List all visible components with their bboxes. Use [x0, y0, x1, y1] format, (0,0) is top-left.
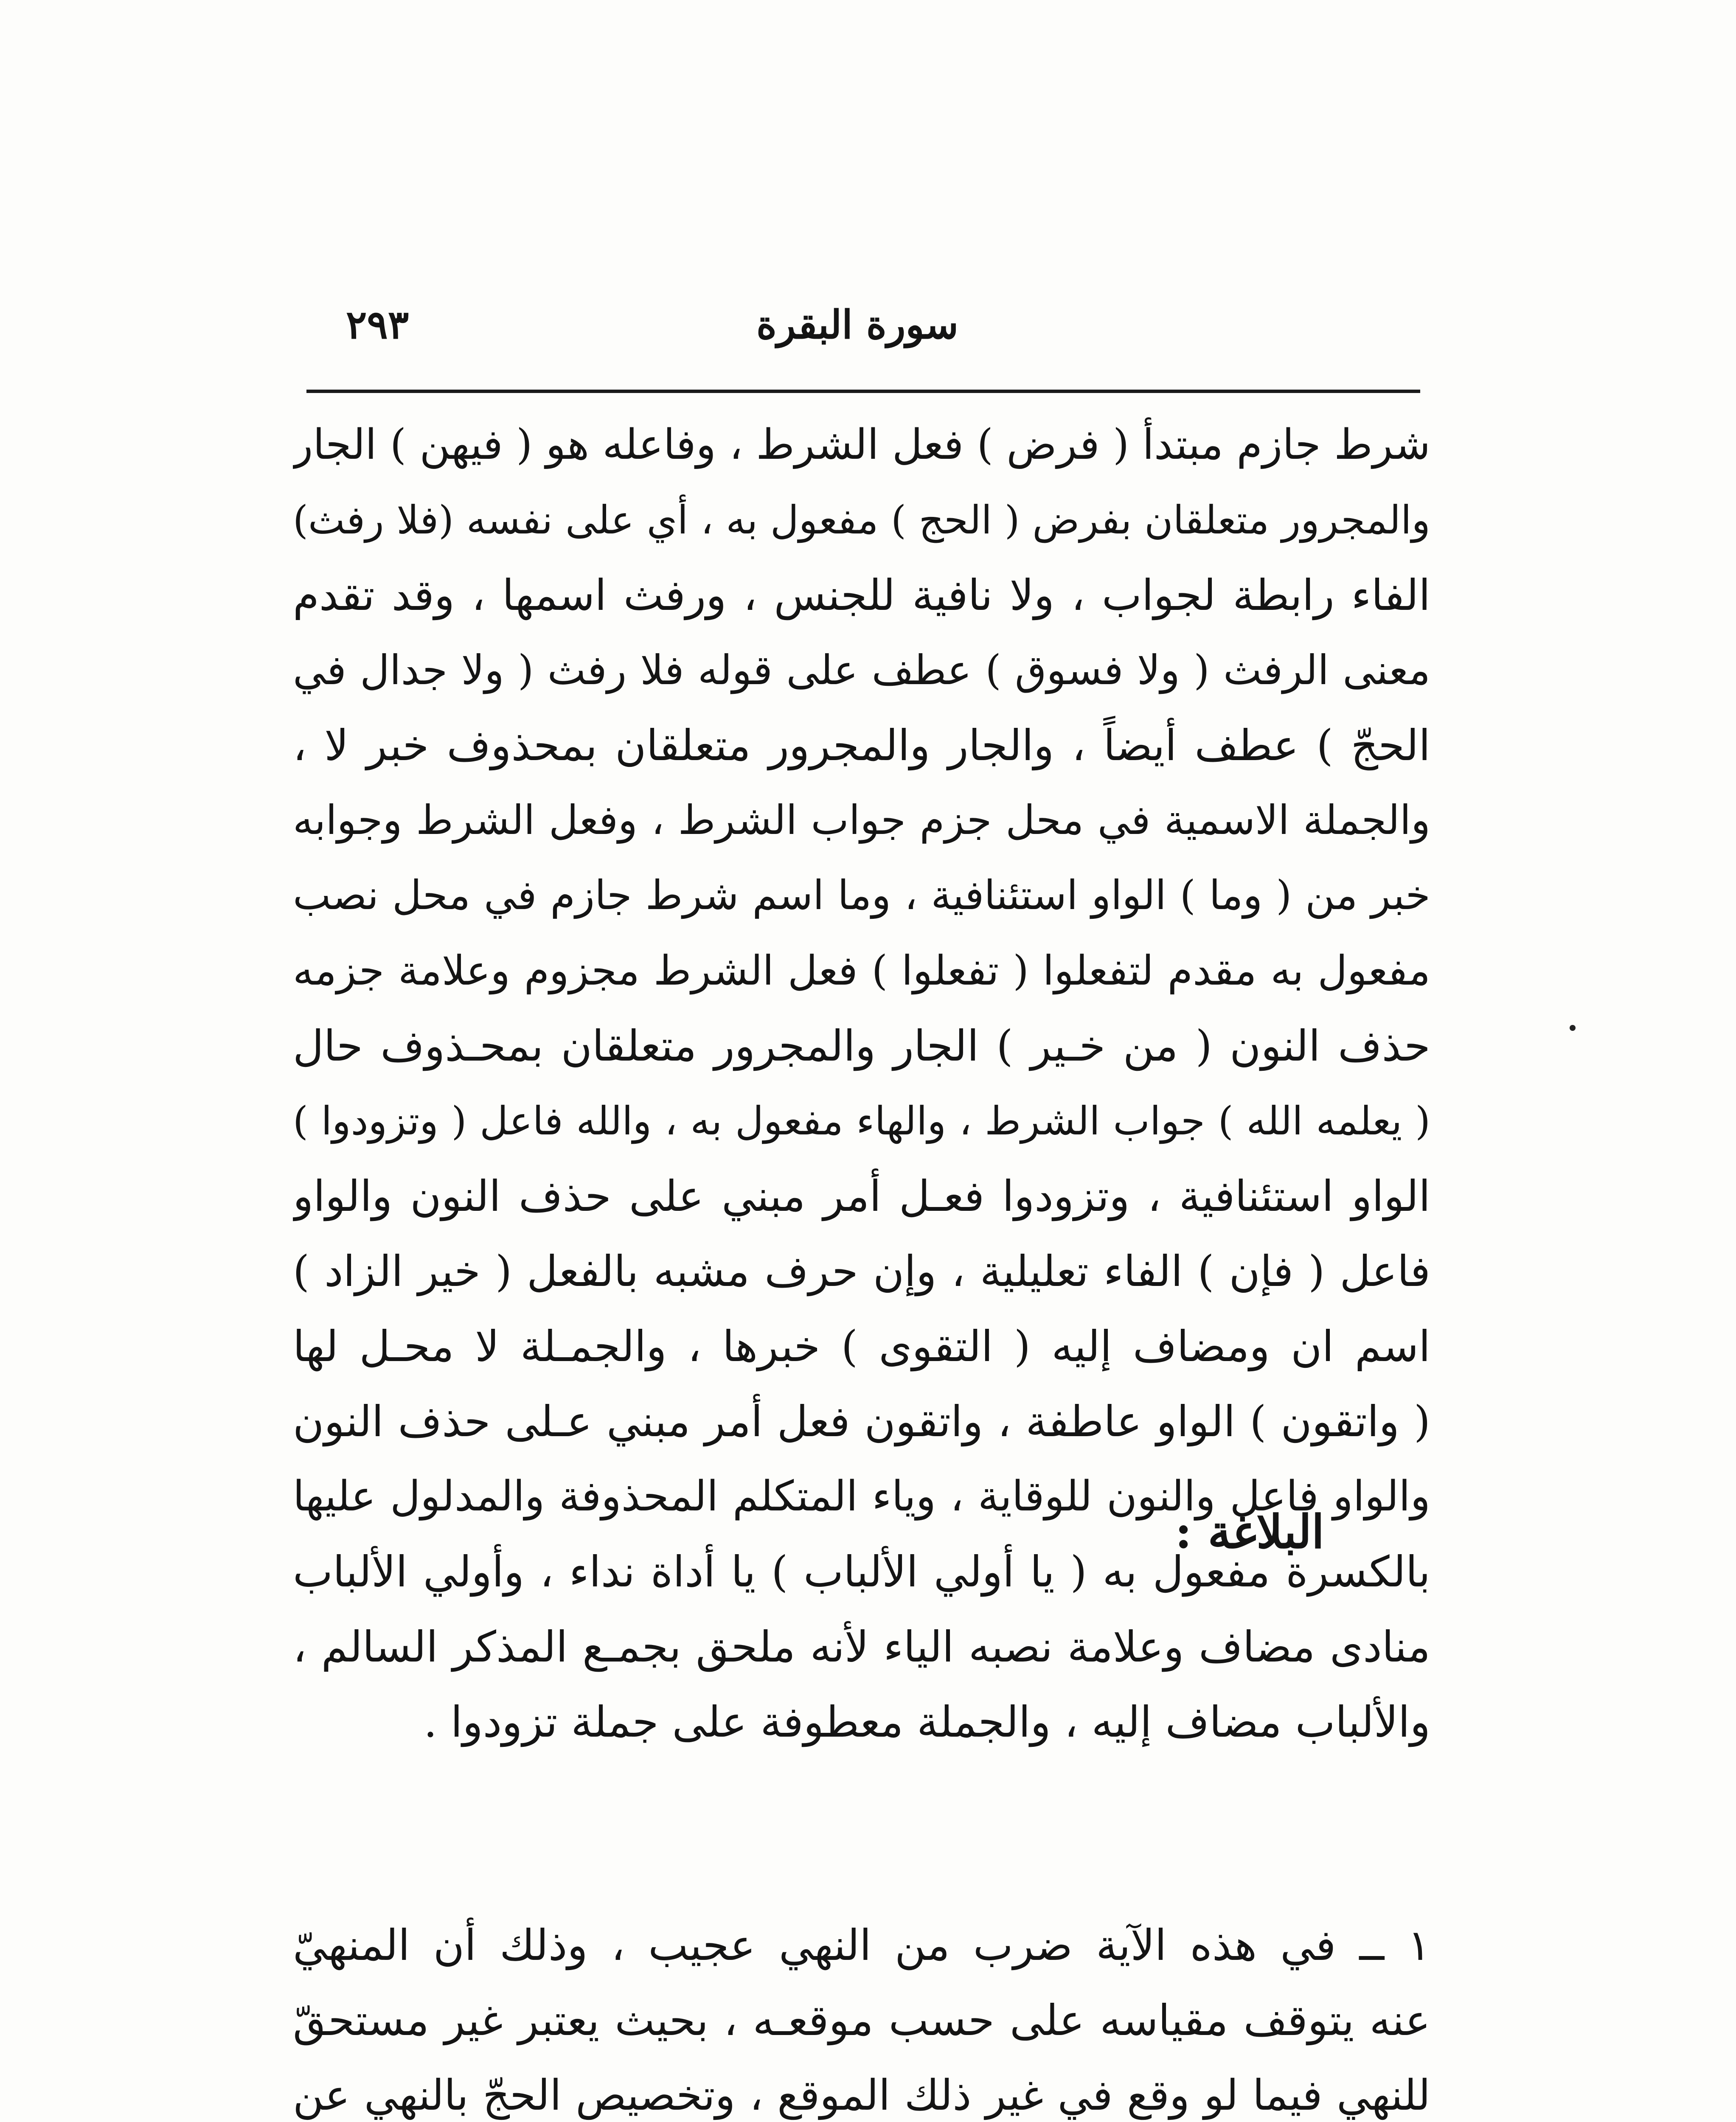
scan-speck: [1570, 1025, 1576, 1031]
text-line: ( واتقون ) الواو عاطفة ، واتقون فعل أمر مبني عـلى حذف النون: [293, 1397, 1430, 1446]
text-line: منادى مضاف وعلامة نصبه الياء لأنه ملحق بجمـع المذكر السالم ،: [293, 1622, 1430, 1672]
text-line: والجملة الاسمية في محل جزم جواب الشرط ، وفعل الشرط وجوابه: [293, 797, 1430, 844]
page-header: [306, 297, 1409, 352]
text-line: عنه يتوقف مقياسه على حسب موقعـه ، بحيث يعتبر غير مستحقّ: [293, 1996, 1430, 2045]
text-line: خبر من ( وما ) الواو استئنافية ، وما اسم شرط جازم في محل نصب: [293, 872, 1430, 919]
text-line: الفاء رابطة لجواب ، ولا نافية للجنس ، ورفث اسمها ، وقد تقدم: [293, 570, 1430, 620]
text-line: شرط جازم مبتدأ ( فرض ) فعل الشرط ، وفاعله هو ( فيهن ) الجار: [293, 421, 1430, 469]
text-line: مفعول به مقدم لتفعلوا ( تفعلوا ) فعل الشرط مجزوم وعلامة جزمه: [293, 947, 1430, 994]
text-line: حذف النون ( من خـير ) الجار والمجرور متعلقان بمحـذوف حال: [293, 1021, 1430, 1071]
text-line: الواو استئنافية ، وتزودوا فعـل أمر مبني على حذف النون والواو: [293, 1171, 1430, 1221]
text-line: والواو فاعل والنون للوقاية ، وياء المتكلم المحذوفة والمدلول عليها: [293, 1472, 1430, 1521]
text-line: الحجّ ) عطف أيضاً ، والجار والمجرور متعلقان بمحذوف خبر لا ،: [293, 721, 1430, 770]
text-line: فاعل ( فإن ) الفاء تعليلية ، وإن حرف مشبه بالفعل ( خير الزاد ): [293, 1246, 1430, 1296]
surah-title: سورة البقرة: [756, 302, 959, 348]
text-line: معنى الرفث ( ولا فسوق ) عطف على قوله فلا رفث ( ولا جدال في: [293, 646, 1430, 694]
rhetoric-text: [293, 1908, 1430, 2122]
header-rule: [306, 390, 1420, 393]
text-line: اسم ان ومضاف إليه ( التقوى ) خبرها ، والجمـلة لا محـل لها: [293, 1322, 1430, 1371]
text-line: والمجرور متعلقان بفرض ( الحج ) مفعول به ، أي على نفسه (فلا رفث): [293, 497, 1430, 543]
text-line: ( يعلمه الله ) جواب الشرط ، والهاء مفعول به ، والله فاعل ( وتزودوا ): [293, 1098, 1430, 1144]
text-line: ١ ــ في هذه الآية ضرب من النهي عجيب ، وذلك أن المنهيّ: [293, 1920, 1430, 1970]
page-number: ٢٩٣: [346, 302, 409, 348]
section-heading-rhetoric: البلاغة :: [1175, 1505, 1324, 1559]
text-line: والألباب مضاف إليه ، والجملة معطوفة على جملة تزودوا .: [424, 1697, 1430, 1747]
text-line: للنهي فيما لو وقع في غير ذلك الموقع ، وتخصيص الحجّ بالنهي عن: [293, 2071, 1430, 2120]
text-line: بالكسرة مفعول به ( يا أولي الألباب ) يا أداة نداء ، وأولي الألباب: [293, 1547, 1430, 1597]
